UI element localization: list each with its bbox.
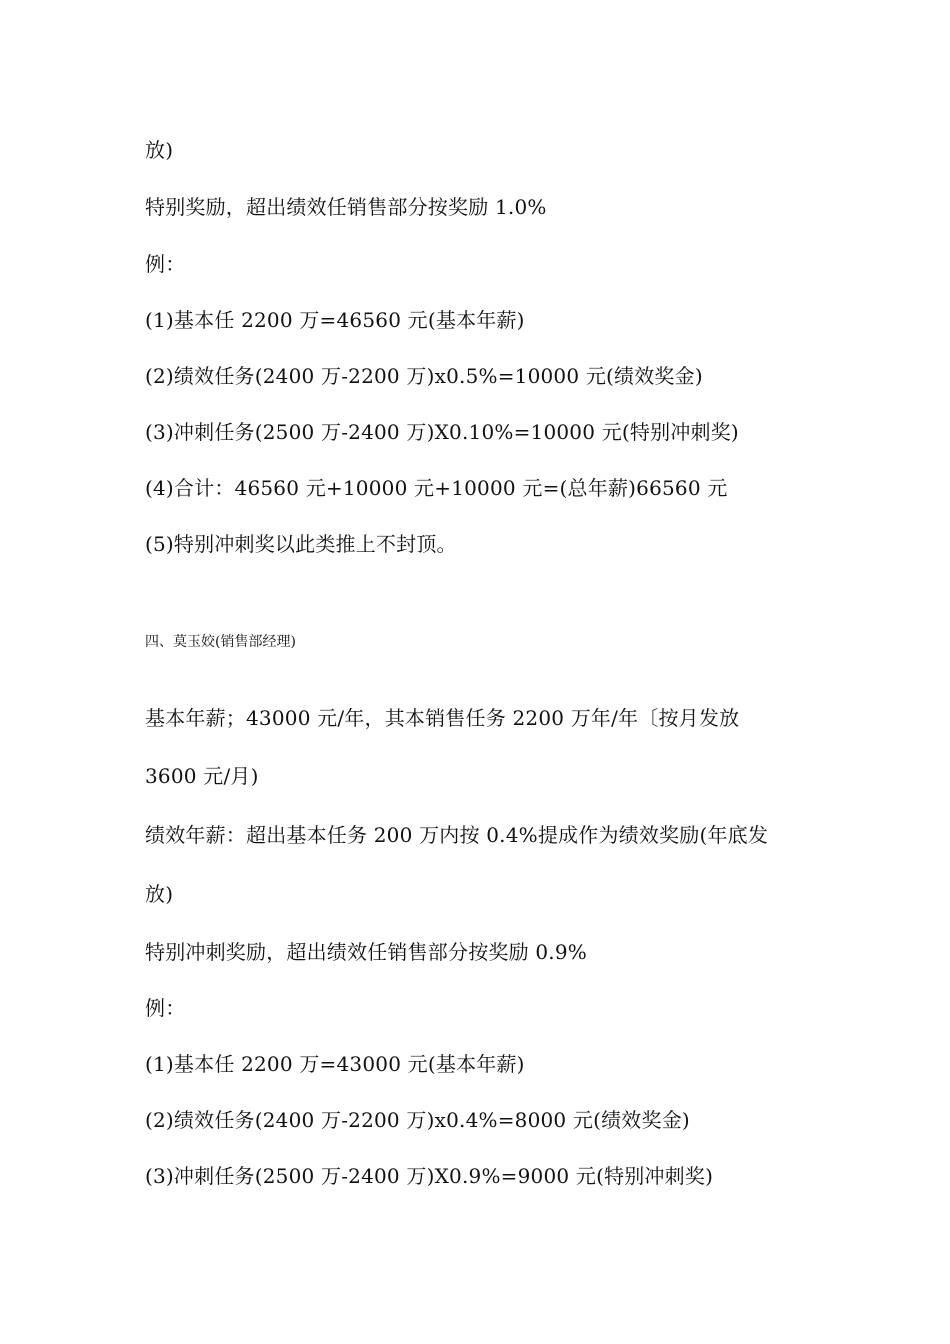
text-line: 放) [145, 882, 174, 906]
text-line: 例： [145, 252, 186, 276]
text-line: 特别冲刺奖励，超出绩效任销售部分按奖励 0.9% [145, 940, 587, 964]
text-line: (3)冲刺任务(2500 万-2400 万)X0.10%=10000 元(特别冲刺奖) [145, 420, 739, 444]
text-line: (5)特别冲刺奖以此类推上不封顶。 [145, 532, 457, 556]
text-line: (2)绩效任务(2400 万-2200 万)x0.4%=8000 元(绩效奖金) [145, 1108, 690, 1132]
text-line: (3)冲刺任务(2500 万-2400 万)X0.9%=9000 元(特别冲刺奖) [145, 1164, 714, 1188]
text-line: 绩效年薪：超出基本任务 200 万内按 0.4%提成作为绩效奖励(年底发 [145, 823, 769, 847]
text-line: (1)基本任 2200 万=46560 元(基本年薪) [145, 308, 525, 332]
text-line: (1)基本任 2200 万=43000 元(基本年薪) [145, 1052, 525, 1076]
section-heading: 四、莫玉姣(销售部经理) [145, 634, 296, 650]
text-line: 放) [145, 138, 174, 162]
text-line: (2)绩效任务(2400 万-2200 万)x0.5%=10000 元(绩效奖金) [145, 364, 703, 388]
text-line: 特别奖励，超出绩效任销售部分按奖励 1.0% [145, 195, 547, 219]
text-line: 基本年薪；43000 元/年，其本销售任务 2200 万年/年〔按月发放 [145, 706, 740, 730]
text-line: 3600 元/月) [145, 764, 259, 788]
text-line: (4)合计：46560 元+10000 元+10000 元=(总年薪)66560 元 [145, 476, 728, 500]
text-line: 例： [145, 996, 186, 1020]
